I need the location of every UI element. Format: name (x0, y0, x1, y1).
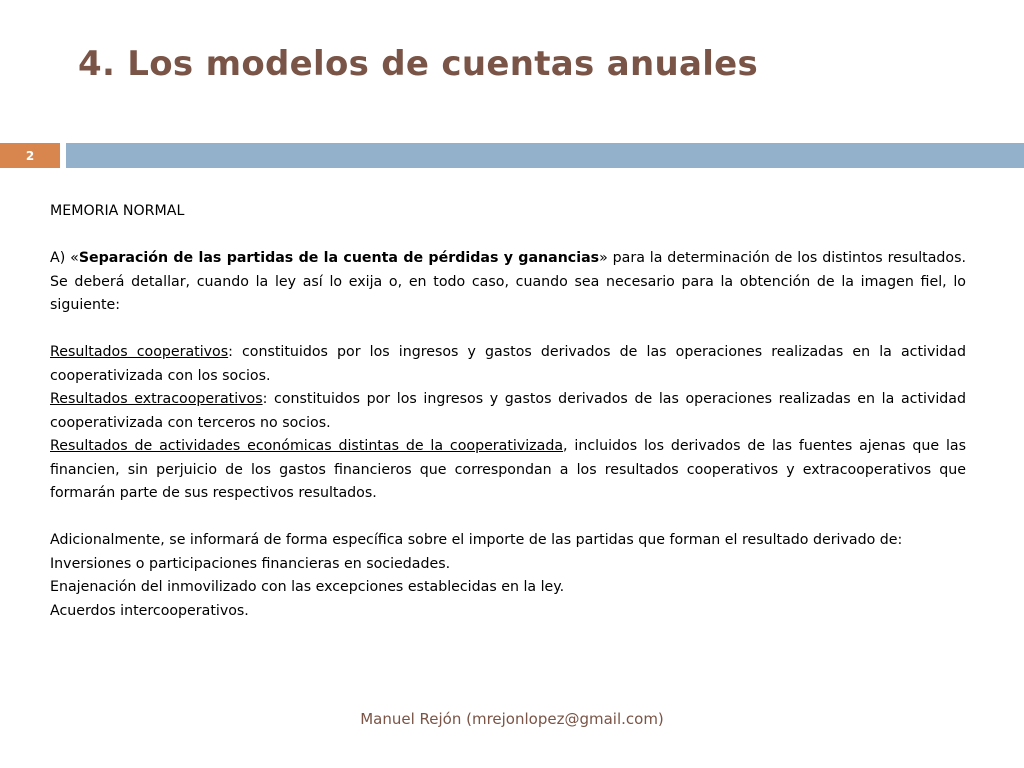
slide-title: 4. Los modelos de cuentas anuales (78, 44, 759, 84)
header-band (66, 143, 1024, 168)
section-a-text: » para la determinación de los distintos resultados. Se deberá detallar, cuando la ley así lo exija o, en todo caso, cuando sea necesario para la obtención de la imagen fiel, lo siguiente: (50, 250, 966, 313)
spacer (50, 224, 966, 248)
result-cooperativo (50, 341, 966, 388)
spacer (50, 318, 966, 342)
result-term: Resultados extracooperativos (50, 391, 263, 407)
page-number: 2 (25, 148, 35, 163)
section-a-paragraph (50, 247, 966, 318)
result-text: : constituidos por los ingresos y gastos derivados de las operaciones realizadas en la actividad cooperativizada con los socios. (50, 344, 966, 384)
section-a-prefix: A) « (50, 250, 79, 266)
slide-body (50, 200, 966, 623)
spacer (50, 506, 966, 530)
footer-author: Manuel Rejón (mrejonlopez@gmail.com) (360, 710, 664, 728)
result-text: , incluidos los derivados de las fuentes ajenas que las financien, sin perjuicio de los gastos financieros que correspondan a los resultados cooperativos y extracooperativos que formarán parte de sus respectivos resultados. (50, 438, 967, 501)
list-item: Inversiones o participaciones financieras en sociedades. (50, 555, 451, 572)
result-term: Resultados de actividades económicas distintas de la cooperativizada (50, 438, 564, 454)
result-otras-actividades (50, 435, 966, 506)
section-a-bold-title: Separación de las partidas de la cuenta de pérdidas y ganancias (78, 250, 600, 266)
result-text: : constituidos por los ingresos y gastos derivados de las operaciones realizadas en la actividad cooperativizada con terceros no socios. (50, 391, 966, 431)
additional-paragraph: Adicionalmente, se informará de forma específica sobre el importe de las partidas que forman el resultado derivado de: (50, 532, 903, 548)
page-number-badge (0, 143, 60, 168)
list-item: Acuerdos intercooperativos. (50, 602, 249, 619)
memoria-heading: MEMORIA NORMAL (50, 203, 185, 219)
result-term: Resultados cooperativos (50, 344, 229, 360)
list-item: Enajenación del inmovilizado con las excepciones establecidas en la ley. (50, 579, 565, 595)
result-extracooperativo (50, 388, 966, 435)
